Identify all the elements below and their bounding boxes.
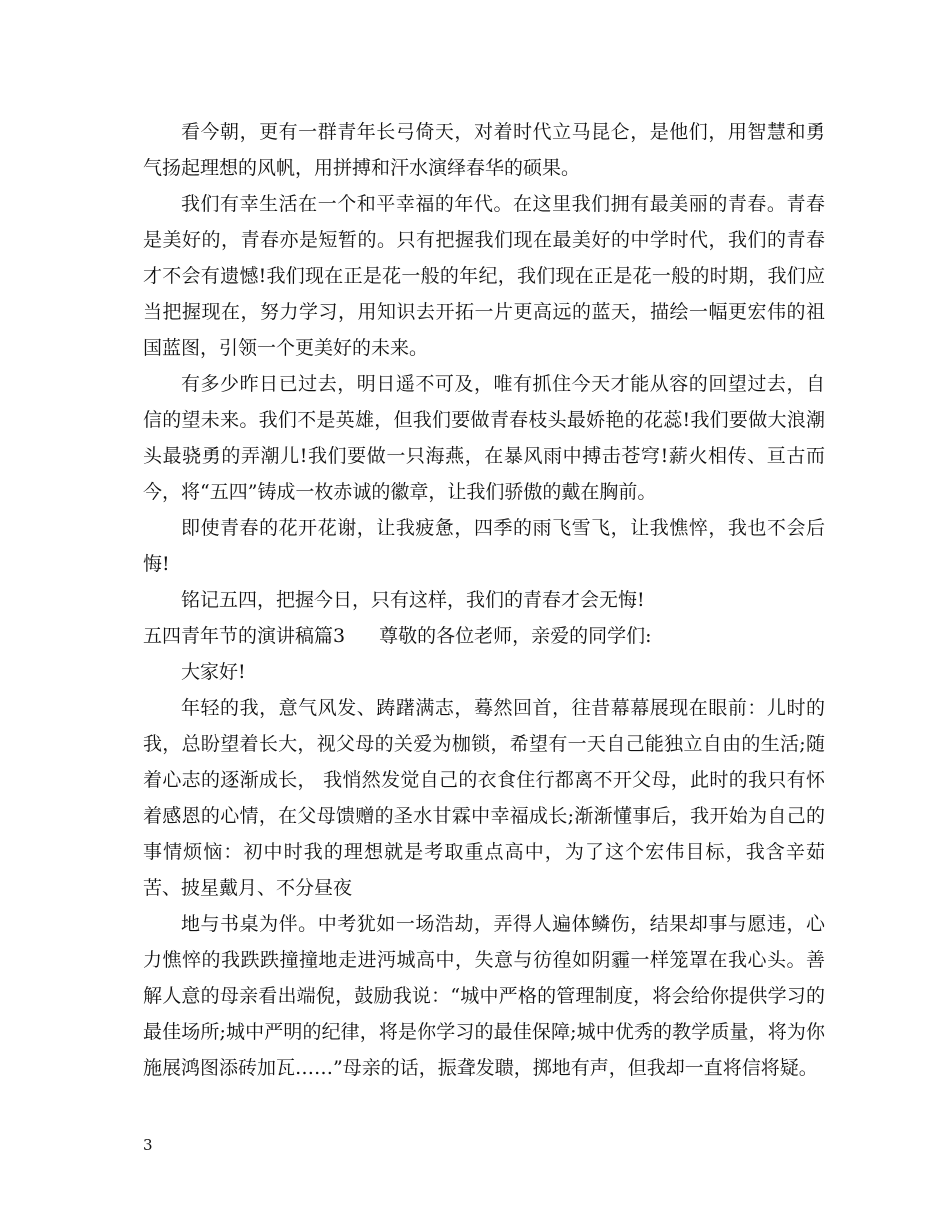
paragraph: 有多少昨日已过去，明日遥不可及，唯有抓住今天才能从容的回望过去，自信的望未来。我们不是英雄，但我们要做青春枝头最娇艳的花蕊!我们要做大浪潮头最骁勇的弄潮儿!我们要做一只海燕，在暴风雨中搏击苍穹!薪火相传、亘古而今，将“五四”铸成一枚赤诚的徽章，让我们骄傲的戴在胸前。 bbox=[143, 373, 825, 503]
paragraph: 看今朝，更有一群青年长弓倚天，对着时代立马昆仑，是他们，用智慧和勇气扬起理想的风帆，用拼搏和汗水演绎春华的硕果。 bbox=[143, 121, 825, 179]
paragraph: 年轻的我，意气风发、踌躇满志，蓦然回首，往昔幕幕展现在眼前：儿时的我，总盼望着长大，视父母的关爱为枷锁，希望有一天自己能独立自由的生活;随着心志的逐渐成长， 我悄然发觉自己的衣食住行都离不开父母，此时的我只有怀着感恩的心情，在父母馈赠的圣水甘霖中幸福成长;渐渐懂事后，我开始为自己的事情烦恼：初中时我的理想就是考取重点高中，为了这个宏伟目标，我含辛茹苦、披星戴月、不分昼夜 bbox=[143, 697, 825, 899]
paragraph: 即使青春的花开花谢，让我疲惫，四季的雨飞雪飞，让我憔悴，我也不会后悔! bbox=[143, 517, 825, 575]
greeting: 大家好! bbox=[181, 661, 246, 683]
document-body bbox=[143, 114, 825, 1086]
section-title: 五四青年节的演讲稿篇3 bbox=[143, 625, 346, 647]
paragraph: 地与书桌为伴。中考犹如一场浩劫，弄得人遍体鳞伤，结果却事与愿违，心力憔悴的我跌跌撞撞地走进沔城高中，失意与彷徨如阴霾一样笼罩在我心头。善解人意的母亲看出端倪，鼓励我说：“城中严格的管理制度，将会给你提供学习的最佳场所;城中严明的纪律，将是你学习的最佳保障;城中优秀的教学质量，将为你施展鸿图添砖加瓦……”母亲的话，振聋发聩，掷地有声，但我却一直将信将疑。 bbox=[143, 913, 825, 1079]
paragraph: 铭记五四，把握今日，只有这样，我们的青春才会无悔! bbox=[181, 589, 645, 611]
page-number: 3 bbox=[143, 1136, 153, 1154]
section-heading-line bbox=[143, 618, 825, 654]
paragraph: 我们有幸生活在一个和平幸福的年代。在这里我们拥有最美丽的青春。青春是美好的，青春亦是短暂的。只有把握我们现在最美好的中学时代，我们的青春才不会有遗憾!我们现在正是花一般的年纪，我们现在正是花一般的时期，我们应当把握现在，努力学习，用知识去开拓一片更高远的蓝天，描绘一幅更宏伟的祖国蓝图，引领一个更美好的未来。 bbox=[143, 193, 825, 359]
salutation: 尊敬的各位老师，亲爱的同学们: bbox=[379, 625, 652, 647]
